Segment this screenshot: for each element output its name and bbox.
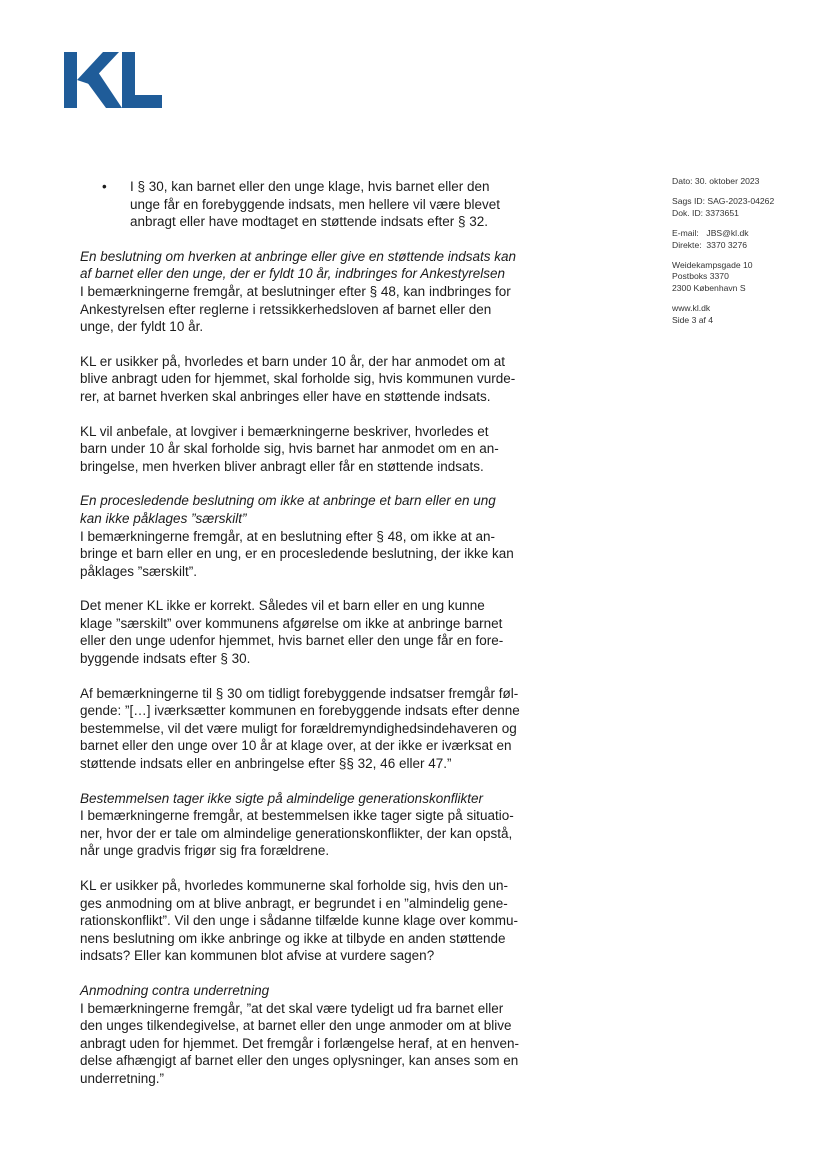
body-text-line: blive anbragt uden for hjemmet, skal forholde sig, hvis kommunen vurde- — [80, 371, 516, 387]
body-text-line: bringe et barn eller en ung, er en procesledende beslutning, der ikke kan — [80, 546, 514, 562]
direct-value: 3370 3276 — [706, 239, 748, 250]
paragraph — [80, 597, 560, 667]
body-text-line: anbragt uden for hjemmet. Det fremgår i forlængelse heraf, at en henven- — [80, 1035, 519, 1051]
bullet-line: anbragt eller have modtaget en støttende indsats efter § 32. — [130, 214, 488, 230]
body-text-line: gende: ”[…] iværksætter kommunen en forebyggende indsats efter denne — [80, 703, 520, 719]
section-heading-line: Bestemmelsen tager ikke sigte på almindelige generationskonflikter — [80, 790, 483, 806]
section-heading-line: En beslutning om hverken at anbringe eller give en støttende indsats kan — [80, 248, 517, 264]
body-text-line: indsats? Eller kan kommunen blot afvise at vurdere sagen? — [80, 948, 435, 964]
body-text-line: delse afhængigt af barnet eller den unges oplysninger, kan anses som en — [80, 1053, 519, 1069]
body-text-line: I bemærkningerne fremgår, at bestemmelsen ikke tager sigte på situatio- — [80, 808, 514, 824]
sags-id-text: Sags ID: SAG-2023-04262 — [672, 196, 775, 207]
email-line — [672, 228, 822, 239]
body-text-line: I bemærkningerne fremgår, ”at det skal være tydeligt ud fra barnet eller — [80, 1000, 504, 1016]
paragraph — [80, 982, 560, 1088]
body-text-line: nens beslutning om ikke anbringe og ikke at tilbyde en anden støttende — [80, 930, 506, 946]
section-heading-line: kan ikke påklages ”særskilt” — [80, 510, 247, 526]
section-heading-line: En procesledende beslutning om ikke at anbringe et barn eller en ung — [80, 493, 496, 509]
paragraph — [80, 353, 560, 406]
email-value[interactable]: JBS@kl.dk — [706, 228, 749, 239]
email-label: E-mail: — [672, 228, 699, 239]
dok-id-text: Dok. ID: 3373651 — [672, 207, 739, 218]
case-id-group — [672, 196, 822, 219]
bullet-item — [80, 178, 560, 231]
body-text-line: I bemærkningerne fremgår, at beslutninger efter § 48, kan indbringes for — [80, 283, 511, 299]
section-heading-line: Anmodning contra underretning — [80, 982, 270, 998]
body-text-line: byggende indsats efter § 30. — [80, 651, 251, 667]
address-group — [672, 260, 822, 294]
direct-label: Direkte: — [672, 239, 702, 250]
web-page-group — [672, 303, 822, 326]
body-text-line: rationskonflikt”. Vil den unge i sådanne tilfælde kunne klage over kommu- — [80, 913, 518, 929]
body-text-line: bringelse, men hverken bliver anbragt eller får en støttende indsats. — [80, 458, 484, 474]
kl-logo — [64, 50, 164, 110]
body-text-line: ges anmodning om at blive anbragt, er begrundet i en ”almindelig gene- — [80, 895, 508, 911]
body-text-line: eller den unge udenfor hjemmet, hvis barnet eller den unge får en fore- — [80, 633, 504, 649]
bullet-dot: • — [102, 179, 107, 194]
body-text-line: den unges tilkendegivelse, at barnet eller den unge anmoder om at blive — [80, 1018, 512, 1034]
body-text-line: I bemærkningerne fremgår, at en beslutning efter § 48, om ikke at an- — [80, 528, 495, 544]
body-text-line: påklages ”særskilt”. — [80, 563, 198, 579]
body-text-line: klage ”særskilt” over kommunens afgørelse om ikke at anbringe barnet — [80, 615, 503, 631]
body-text-line: KL er usikker på, hvorledes et barn under 10 år, der har anmodet om at — [80, 353, 505, 369]
bullet-line: I § 30, kan barnet eller den unge klage, hvis barnet eller den — [130, 179, 490, 194]
paragraph — [80, 423, 560, 476]
body-text-line: KL vil anbefale, at lovgiver i bemærkningerne beskriver, hvorledes et — [80, 423, 489, 439]
document-meta-sidebar — [672, 176, 822, 335]
paragraph — [80, 877, 560, 965]
contact-group — [672, 228, 822, 251]
body-text-line: rer, at barnet hverken skal anbringes eller have en støttende indsats. — [80, 388, 491, 404]
address-line: Postboks 3370 — [672, 271, 729, 282]
date-text: Dato: 30. oktober 2023 — [672, 176, 760, 186]
body-text-line: underretning.” — [80, 1070, 165, 1086]
paragraph — [80, 248, 560, 336]
direct-line — [672, 240, 822, 251]
paragraph — [80, 492, 560, 580]
section-heading-line: af barnet eller den unge, der er fyldt 10 år, indbringes for Ankestyrelsen — [80, 266, 505, 282]
address-line: 2300 København S — [672, 282, 746, 293]
body-text-line: barn under 10 år skal forholde sig, hvis barnet har anmodet om en an- — [80, 441, 499, 457]
document-body — [80, 178, 560, 1105]
body-text-line: Ankestyrelsen efter reglerne i retssikkerhedsloven af barnet eller den — [80, 301, 492, 317]
body-text-line: unge, der fyldt 10 år. — [80, 319, 204, 335]
paragraph — [80, 685, 560, 773]
date-group — [672, 176, 822, 187]
body-text-line: bestemmelse, vil det være muligt for forældremyndighedsindehaveren og — [80, 720, 517, 736]
body-text-line: ner, hvor der er tale om almindelige generationskonflikter, der kan opstå, — [80, 825, 513, 841]
body-text-line: støttende indsats eller en anbringelse efter §§ 32, 46 eller 47.” — [80, 756, 452, 772]
paragraph-list — [80, 248, 560, 1088]
website-link[interactable]: www.kl.dk — [672, 303, 711, 314]
paragraph — [80, 790, 560, 860]
body-text-line: Det mener KL ikke er korrekt. Således vil et barn eller en ung kunne — [80, 598, 485, 614]
body-text-line: barnet eller den unge over 10 år at klage over, at der ikke er iværksat en — [80, 738, 512, 754]
body-text-line: KL er usikker på, hvorledes kommunerne skal forholde sig, hvis den un- — [80, 878, 508, 893]
page-number: Side 3 af 4 — [672, 314, 714, 325]
address-line: Weidekampsgade 10 — [672, 260, 753, 271]
bullet-line: unge får en forebyggende indsats, men hellere vil være blevet — [130, 196, 500, 212]
body-text-line: når unge gradvis frigør sig fra forældrene. — [80, 843, 330, 859]
body-text-line: Af bemærkningerne til § 30 om tidligt forebyggende indsatser fremgår føl- — [80, 685, 519, 701]
